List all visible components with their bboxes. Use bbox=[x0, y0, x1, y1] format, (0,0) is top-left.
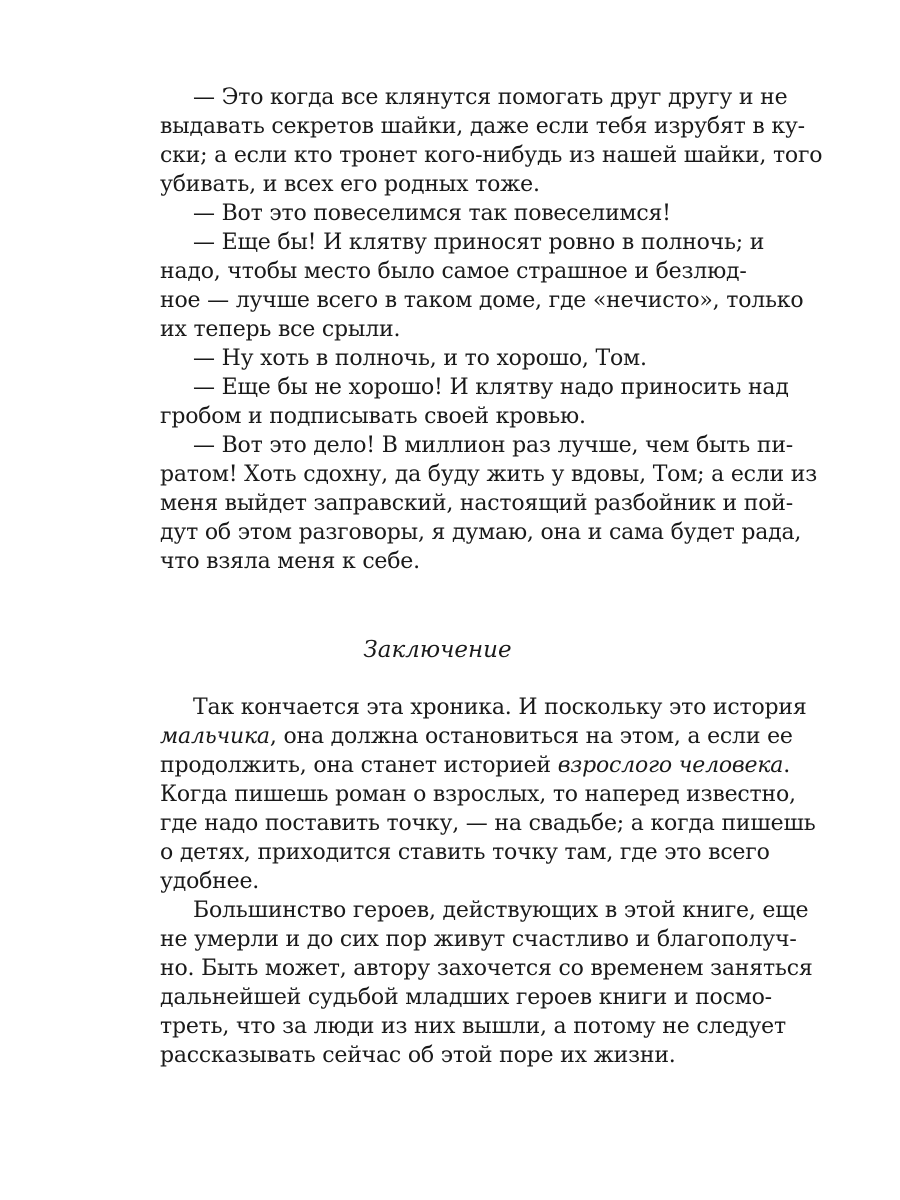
text-line bbox=[160, 751, 790, 780]
text-line: выдавать секретов шайки, даже если тебя изрубят в ку- bbox=[160, 114, 805, 139]
text-line bbox=[160, 722, 793, 751]
text-line: где надо поставить точку, — на свадьбе; а когда пишешь bbox=[160, 811, 816, 836]
text-line: Так кончается эта хроника. И поскольку это история bbox=[193, 695, 807, 720]
text-line: удобнее. bbox=[160, 869, 260, 894]
text-line: убивать, и всех его родных тоже. bbox=[160, 172, 540, 197]
text-line: их теперь все срыли. bbox=[160, 317, 401, 342]
text-line: Большинство героев, действующих в этой книге, еще bbox=[193, 898, 809, 923]
text-line: Когда пишешь роман о взрослых, то наперед известно, bbox=[160, 782, 796, 807]
text-line: меня выйдет заправский, настоящий разбойник и пой- bbox=[160, 491, 793, 516]
text-span: продолжить, она станет историей bbox=[160, 753, 558, 778]
emphasis-text: мальчика bbox=[160, 724, 270, 749]
text-line: треть, что за люди из них вышли, а потому не следует bbox=[160, 1014, 786, 1039]
text-line: ски; а если кто тронет кого-нибудь из нашей шайки, того bbox=[160, 143, 823, 168]
text-line: дальнейшей судьбой младших героев книги и посмо- bbox=[160, 985, 772, 1010]
text-line: о детях, приходится ставить точку там, где это всего bbox=[160, 840, 770, 865]
text-line: — Это когда все клянутся помогать друг другу и не bbox=[193, 85, 788, 110]
text-line: гробом и подписывать своей кровью. bbox=[160, 404, 586, 429]
text-line: ратом! Хоть сдохну, да буду жить у вдовы, Том; а если из bbox=[160, 462, 818, 487]
text-line: рассказывать сейчас об этой поре их жизни. bbox=[160, 1043, 676, 1068]
text-line: — Еще бы не хорошо! И клятву надо приносить над bbox=[193, 375, 789, 400]
text-line: — Еще бы! И клятву приносят ровно в полночь; и bbox=[193, 230, 765, 255]
text-line: не умерли и до сих пор живут счастливо и благополуч- bbox=[160, 927, 797, 952]
text-line: что взяла меня к себе. bbox=[160, 549, 420, 574]
text-line: ное — лучше всего в таком доме, где «нечисто», только bbox=[160, 288, 804, 313]
text-line: — Вот это повеселимся так повеселимся! bbox=[193, 201, 671, 226]
text-span: , она должна остановиться на этом, а если ее bbox=[269, 724, 793, 749]
text-line: — Ну хоть в полночь, и то хорошо, Том. bbox=[193, 346, 647, 371]
emphasis-text: взрослого человека bbox=[557, 753, 784, 778]
text-line: надо, чтобы место было самое страшное и безлюд- bbox=[160, 259, 747, 284]
section-heading: Заключение bbox=[363, 637, 512, 663]
text-line: но. Быть может, автору захочется со временем заняться bbox=[160, 956, 813, 981]
text-line: — Вот это дело! В миллион раз лучше, чем быть пи- bbox=[193, 433, 794, 458]
text-span: . bbox=[783, 753, 790, 778]
text-line: дут об этом разговоры, я думаю, она и сама будет рада, bbox=[160, 520, 802, 545]
